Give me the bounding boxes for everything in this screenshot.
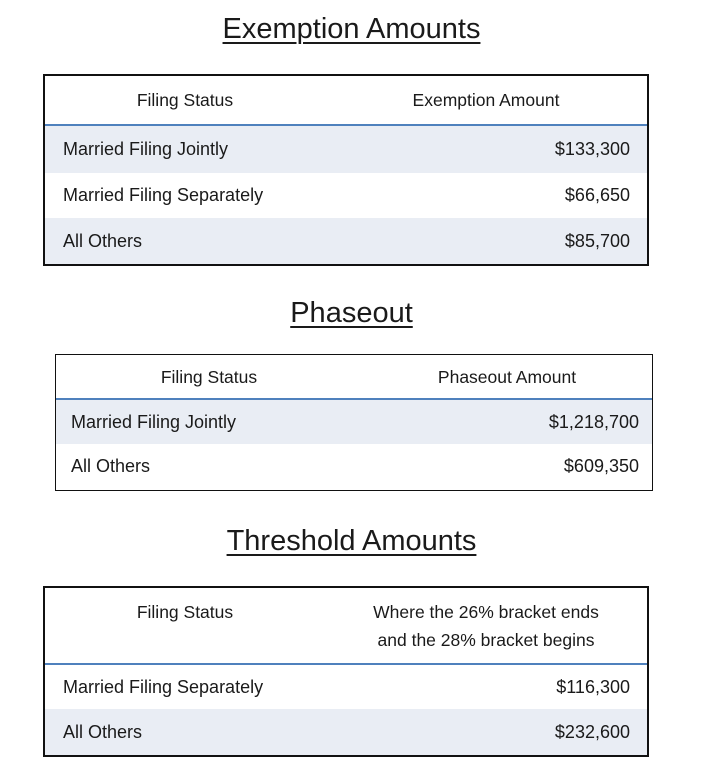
- filing-status-cell: Married Filing Jointly: [63, 139, 229, 159]
- amount-cell: $1,218,700: [548, 411, 639, 432]
- table-row: [56, 400, 652, 444]
- table-row: [45, 665, 647, 709]
- bracket-header-line-1: Where the 26% bracket ends: [373, 601, 599, 622]
- filing-status-header: Filing Status: [160, 366, 258, 387]
- filing-status-cell: Married Filing Separately: [63, 185, 264, 205]
- filing-status-cell: All Others: [63, 721, 143, 742]
- exemption-amounts-table: [43, 74, 649, 266]
- filing-status-cell: Married Filing Jointly: [71, 411, 237, 432]
- phaseout-title: Phaseout: [290, 297, 413, 329]
- threshold-amounts-table: [43, 586, 649, 757]
- threshold-amounts-heading: [0, 524, 703, 558]
- table-header: [45, 76, 647, 126]
- filing-status-header: Filing Status: [136, 602, 234, 622]
- table-row: [45, 709, 647, 755]
- table-row: [45, 218, 647, 264]
- table-header: [45, 588, 647, 665]
- bracket-header: [325, 598, 647, 654]
- exemption-amounts-heading: [0, 12, 703, 46]
- exemption-amount-header: Exemption Amount: [412, 90, 560, 110]
- table-row: [45, 126, 647, 173]
- exemption-amounts-title: Exemption Amounts: [222, 13, 481, 45]
- phaseout-amount-header: Phaseout Amount: [437, 366, 577, 387]
- amount-cell: $116,300: [556, 676, 630, 697]
- phaseout-table: [55, 354, 653, 491]
- threshold-amounts-title: Threshold Amounts: [226, 525, 477, 557]
- amount-cell: $133,300: [554, 139, 630, 159]
- filing-status-cell: All Others: [71, 455, 151, 476]
- amount-cell: $66,650: [564, 185, 630, 205]
- bracket-header-line-2: and the 28% bracket begins: [377, 629, 595, 650]
- table-header: [56, 355, 652, 400]
- filing-status-cell: Married Filing Separately: [63, 676, 264, 697]
- phaseout-heading: [0, 296, 703, 330]
- amount-cell: $609,350: [563, 455, 639, 476]
- filing-status-cell: All Others: [63, 230, 143, 251]
- amount-cell: $85,700: [564, 230, 630, 251]
- table-row: [45, 173, 647, 218]
- table-row: [56, 444, 652, 488]
- amount-cell: $232,600: [554, 721, 630, 742]
- filing-status-header: Filing Status: [136, 90, 234, 110]
